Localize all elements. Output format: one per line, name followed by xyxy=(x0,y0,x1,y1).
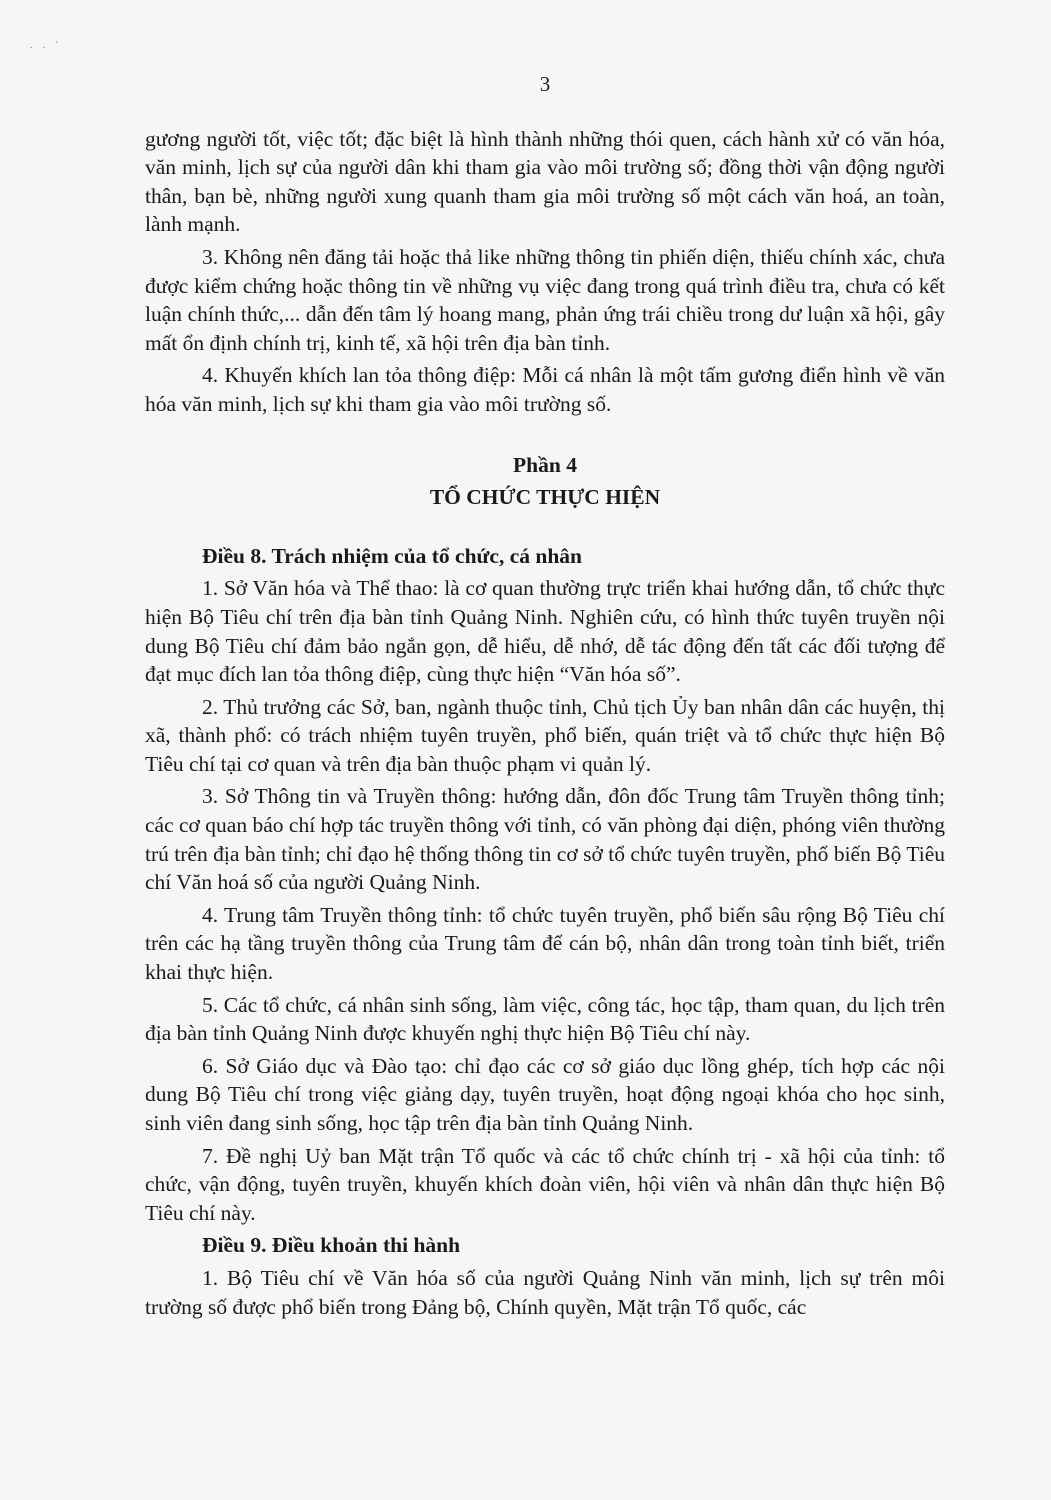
article-8-item: 5. Các tổ chức, cá nhân sinh sống, làm việc, công tác, học tập, tham quan, du lịch trên địa bàn tỉnh Quảng Ninh được khuyến nghị thực hiện Bộ Tiêu chí này. xyxy=(145,992,945,1046)
scan-artifact: . . ' xyxy=(30,40,62,51)
article-8-heading: Điều 8. Trách nhiệm của tổ chức, cá nhân xyxy=(202,543,583,568)
article-8-item: 2. Thủ trưởng các Sở, ban, ngành thuộc tỉnh, Chủ tịch Ủy ban nhân dân các huyện, thị xã, thành phố: có trách nhiệm tuyên truyền, phổ biến, quán triệt và tổ chức thực hiện Bộ Tiêu chí tại cơ quan và trên địa bàn thuộc phạm vi quản lý. xyxy=(145,694,945,776)
part-heading: Phần 4 xyxy=(513,452,577,477)
article-9-heading: Điều 9. Điều khoản thi hành xyxy=(202,1233,461,1258)
part-title: TỔ CHỨC THỰC HIỆN xyxy=(429,485,661,510)
article-8-item: 3. Sở Thông tin và Truyền thông: hướng dẫn, đôn đốc Trung tâm Truyền thông tỉnh; các cơ quan báo chí hợp tác truyền thông với tỉnh, có văn phòng đại diện, phóng viên thường trú trên địa bàn tỉnh; chỉ đạo hệ thống thông tin cơ sở tổ chức tuyên truyền, phổ biến Bộ Tiêu chí Văn hoá số của người Quảng Ninh. xyxy=(145,784,945,895)
article-8-item: 7. Đề nghị Uỷ ban Mặt trận Tổ quốc và các tổ chức chính trị - xã hội của tỉnh: tổ chức, vận động, tuyên truyền, khuyến khích đoàn viên, hội viên và nhân dân thực hiện Bộ Tiêu chí này. xyxy=(145,1143,945,1225)
paragraph-continuation: gương người tốt, việc tốt; đặc biệt là hình thành những thói quen, cách hành xử có văn hóa, văn minh, lịch sự của người dân khi tham gia vào môi trường số; đồng thời vận động người thân, bạn bè, những người xung quanh tham gia môi trường số một cách văn hoá, an toàn, lành mạnh. xyxy=(145,126,945,237)
article-9-item: 1. Bộ Tiêu chí về Văn hóa số của người Quảng Ninh văn minh, lịch sự trên môi trường số được phổ biến trong Đảng bộ, Chính quyền, Mặt trận Tổ quốc, các xyxy=(145,1265,945,1319)
document-page xyxy=(145,70,945,1325)
page-number: 3 xyxy=(539,72,551,96)
paragraph-item-3: 3. Không nên đăng tải hoặc thả like những thông tin phiến diện, thiếu chính xác, chưa được kiểm chứng hoặc thông tin về những vụ việc đang trong quá trình điều tra, chưa có kết luận chính thức,... dẫn đến tâm lý hoang mang, phản ứng trái chiều trong dư luận xã hội, gây mất ổn định chính trị, kinh tế, xã hội trên địa bàn tỉnh. xyxy=(145,244,945,355)
paragraph-item-4: 4. Khuyến khích lan tỏa thông điệp: Mỗi cá nhân là một tấm gương điển hình về văn hóa văn minh, lịch sự khi tham gia vào môi trường số. xyxy=(145,363,945,416)
article-8-item: 4. Trung tâm Truyền thông tỉnh: tổ chức tuyên truyền, phổ biến sâu rộng Bộ Tiêu chí trên các hạ tầng truyền thông của Trung tâm để cán bộ, nhân dân trong toàn tỉnh biết, triển khai thực hiện. xyxy=(145,902,945,985)
article-8-item: 6. Sở Giáo dục và Đào tạo: chỉ đạo các cơ sở giáo dục lồng ghép, tích hợp các nội dung Bộ Tiêu chí trong việc giảng dạy, tuyên truyền, hoạt động ngoại khóa cho học sinh, sinh viên đang sinh sống, học tập trên địa bàn tỉnh Quảng Ninh. xyxy=(145,1053,945,1135)
article-8-item: 1. Sở Văn hóa và Thể thao: là cơ quan thường trực triển khai hướng dẫn, tổ chức thực hiện Bộ Tiêu chí trên địa bàn tỉnh Quảng Ninh. Nghiên cứu, có hình thức tuyên truyền nội dung Bộ Tiêu chí đảm bảo ngắn gọn, dễ hiểu, dễ nhớ, dễ tác động đến tất các đối tượng để đạt mục đích lan tỏa thông điệp, cùng thực hiện “Văn hóa số”. xyxy=(145,576,945,687)
